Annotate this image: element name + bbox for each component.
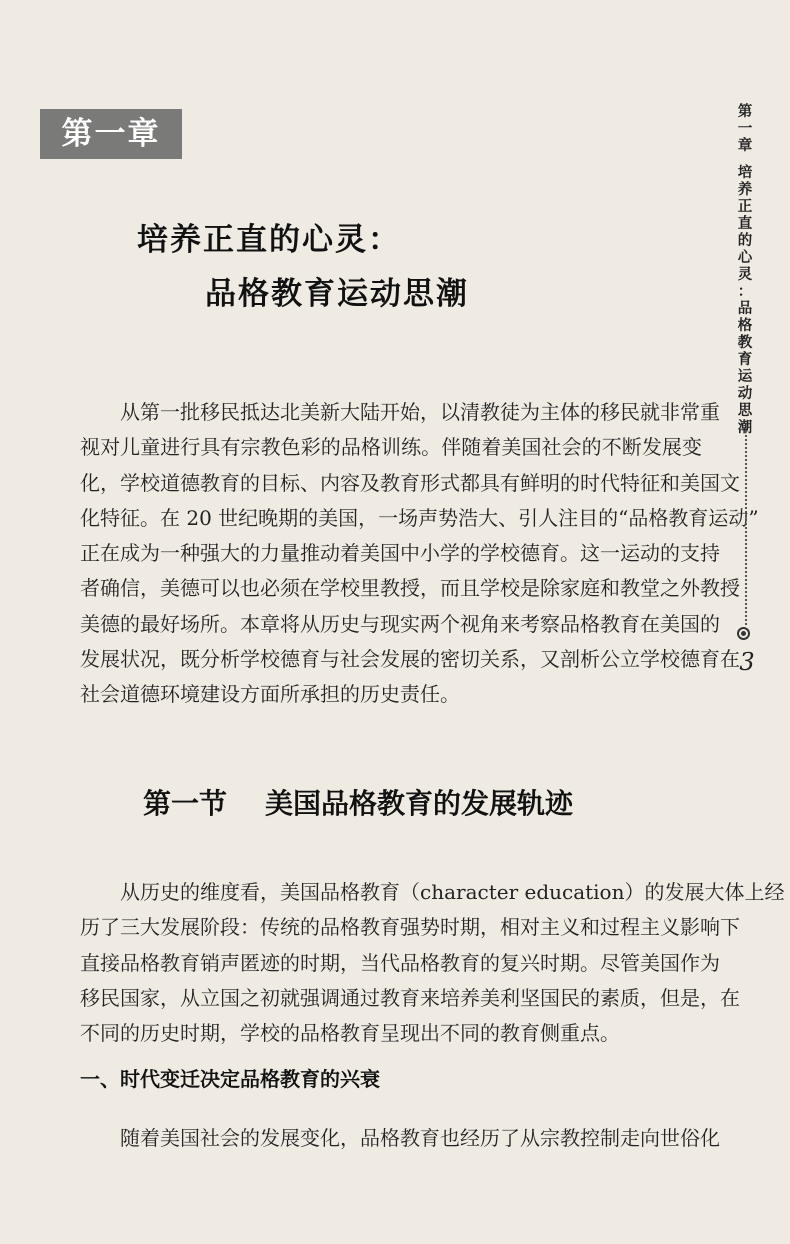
paragraph-line: 直接品格教育销声匿迹的时期，当代品格教育的复兴时期。尽管美国作为 [80,950,720,975]
chapter-title-line-2: 品格教育运动思潮 [205,276,469,312]
paragraph-line: 从历史的维度看，美国品格教育（character education）的发展大体上经 [80,880,785,904]
paragraph-line: 历了三大发展阶段：传统的品格教育强势时期，相对主义和过程主义影响下 [80,915,740,940]
paragraph-line: 正在成为一种强大的力量推动着美国中小学的学校德育。这一运动的支持 [80,541,720,566]
running-head-char: 运 [737,369,753,385]
running-head-char: 心 [737,250,753,266]
running-head-char: 思 [737,403,753,419]
subsection-heading: 一、时代变迁决定品格教育的兴衰 [80,1067,380,1091]
running-head-char: 的 [737,233,753,249]
paragraph-line: 移民国家，从立国之初就强调通过教育来培养美利坚国民的素质，但是，在 [80,985,740,1010]
running-head-char: 动 [737,386,753,402]
running-head-dotted-rule [745,430,747,625]
running-head-char: 直 [737,216,753,232]
paragraph-line: 视对儿童进行具有宗教色彩的品格训练。伴随着美国社会的不断发展变 [80,435,702,460]
running-head-char: 养 [737,182,753,198]
paragraph-line: 不同的历史时期，学校的品格教育呈现出不同的教育侧重点。 [80,1021,620,1046]
running-head-char: 教 [737,335,753,351]
paragraph-line: 发展状况，既分析学校德育与社会发展的密切关系，又剖析公立学校德育在 [80,647,740,672]
section-title: 美国品格教育的发展轨迹 [265,787,574,820]
intro-paragraph [80,395,759,713]
paragraph-line: 者确信，美德可以也必须在学校里教授，而且学校是除家庭和教堂之外教授 [80,576,740,601]
running-head-char: 育 [737,352,753,368]
running-head-char: 潮 [737,420,753,436]
running-head-char: 第 [737,104,753,120]
running-head-char: ： [737,284,753,300]
subsection-paragraph [80,1121,720,1156]
paragraph-line: 美德的最好场所。本章将从历史与现实两个视角来考察品格教育在美国的 [80,611,720,636]
page-ornament-icon [737,627,750,640]
running-head-char: 一 [737,121,753,137]
chapter-title-line-1: 培养正直的心灵： [137,222,401,258]
running-head-title [728,165,762,437]
paragraph-line: 随着美国社会的发展变化，品格教育也经历了从宗教控制走向世俗化 [80,1126,720,1150]
paragraph-line: 从第一批移民抵达北美新大陆开始，以清教徒为主体的移民就非常重 [80,400,720,424]
chapter-badge: 第一章 [40,109,182,159]
running-head [728,104,762,437]
paragraph-line: 社会道德环境建设方面所承担的历史责任。 [80,682,460,707]
running-head-chapter [728,104,762,155]
paragraph-line: 化特征。在 20 世纪晚期的美国，一场声势浩大、引人注目的“品格教育运动” [80,505,759,530]
running-head-char: 正 [737,199,753,215]
section-paragraph [80,875,785,1051]
running-head-char: 培 [737,165,753,181]
running-head-char: 灵 [737,267,753,283]
section-heading [143,782,573,822]
section-number: 第一节 [143,787,228,820]
running-head-char: 格 [737,318,753,334]
running-head-char: 章 [737,138,753,154]
running-head-char: 品 [737,301,753,317]
page-number: 3 [739,648,755,676]
paragraph-line: 化，学校道德教育的目标、内容及教育形式都具有鲜明的时代特征和美国文 [80,470,740,495]
